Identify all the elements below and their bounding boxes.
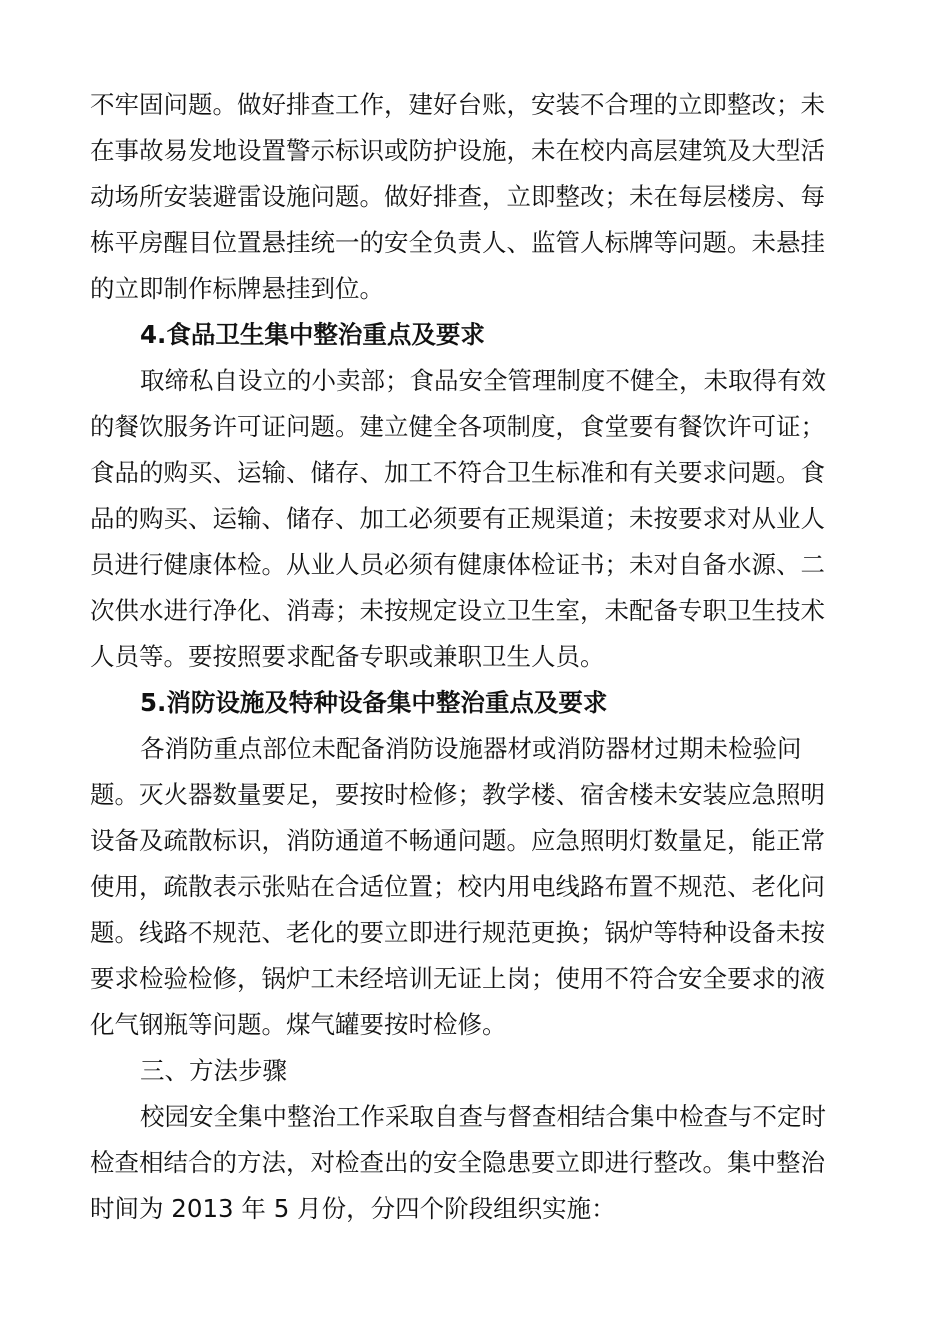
text-line: 不牢固问题。做好排查工作，建好台账，安装不合理的立即整改；未 bbox=[90, 90, 825, 119]
text-line: 要求检验检修，锅炉工未经培训无证上岗；使用不符合安全要求的液 bbox=[90, 964, 825, 993]
section-heading-food-hygiene bbox=[90, 312, 862, 358]
body-paragraph bbox=[90, 726, 862, 1048]
text-line: 栋平房醒目位置悬挂统一的安全负责人、监管人标牌等问题。未悬挂 bbox=[90, 228, 825, 257]
body-paragraph bbox=[90, 1094, 862, 1232]
text-line: 取缔私自设立的小卖部；食品安全管理制度不健全，未取得有效 bbox=[140, 366, 826, 395]
section-heading-fire-safety bbox=[90, 680, 862, 726]
text-line: 题。线路不规范、老化的要立即进行规范更换；锅炉等特种设备未按 bbox=[90, 918, 825, 947]
text-line: 设备及疏散标识，消防通道不畅通问题。应急照明灯数量足，能正常 bbox=[90, 826, 825, 855]
text-line: 的立即制作标牌悬挂到位。 bbox=[90, 274, 384, 303]
body-paragraph bbox=[90, 358, 862, 680]
text-line: 在事故易发地设置警示标识或防护设施，未在校内高层建筑及大型活 bbox=[90, 136, 825, 165]
text-line: 次供水进行净化、消毒；未按规定设立卫生室，未配备专职卫生技术 bbox=[90, 596, 825, 625]
text-line: 化气钢瓶等问题。煤气罐要按时检修。 bbox=[90, 1010, 507, 1039]
section-title-methods bbox=[90, 1048, 862, 1094]
text-line: 各消防重点部位未配备消防设施器材或消防器材过期未检验问 bbox=[140, 734, 802, 763]
text-line: 动场所安装避雷设施问题。做好排查，立即整改；未在每层楼房、每 bbox=[90, 182, 825, 211]
text-line: 时间为 2013 年 5 月份，分四个阶段组织实施： bbox=[90, 1194, 616, 1223]
text-line: 员进行健康体检。从业人员必须有健康体检证书；未对自备水源、二 bbox=[90, 550, 825, 579]
text-line: 人员等。要按照要求配备专职或兼职卫生人员。 bbox=[90, 642, 605, 671]
text-line: 使用，疏散表示张贴在合适位置；校内用电线路布置不规范、老化问 bbox=[90, 872, 825, 901]
text-line: 题。灭火器数量要足，要按时检修；教学楼、宿舍楼未安装应急照明 bbox=[90, 780, 825, 809]
section-title-line: 三、方法步骤 bbox=[140, 1056, 287, 1085]
heading-line: 5.消防设施及特种设备集中整治重点及要求 bbox=[140, 688, 608, 717]
text-line: 的餐饮服务许可证问题。建立健全各项制度，食堂要有餐饮许可证； bbox=[90, 412, 825, 441]
text-line: 食品的购买、运输、储存、加工不符合卫生标准和有关要求问题。食 bbox=[90, 458, 825, 487]
text-line: 校园安全集中整治工作采取自查与督查相结合集中检查与不定时 bbox=[140, 1102, 826, 1131]
text-line: 品的购买、运输、储存、加工必须要有正规渠道；未按要求对从业人 bbox=[90, 504, 825, 533]
text-line: 检查相结合的方法，对检查出的安全隐患要立即进行整改。集中整治 bbox=[90, 1148, 825, 1177]
document-page bbox=[90, 82, 862, 1232]
body-paragraph bbox=[90, 82, 862, 312]
heading-line: 4.食品卫生集中整治重点及要求 bbox=[140, 320, 485, 349]
